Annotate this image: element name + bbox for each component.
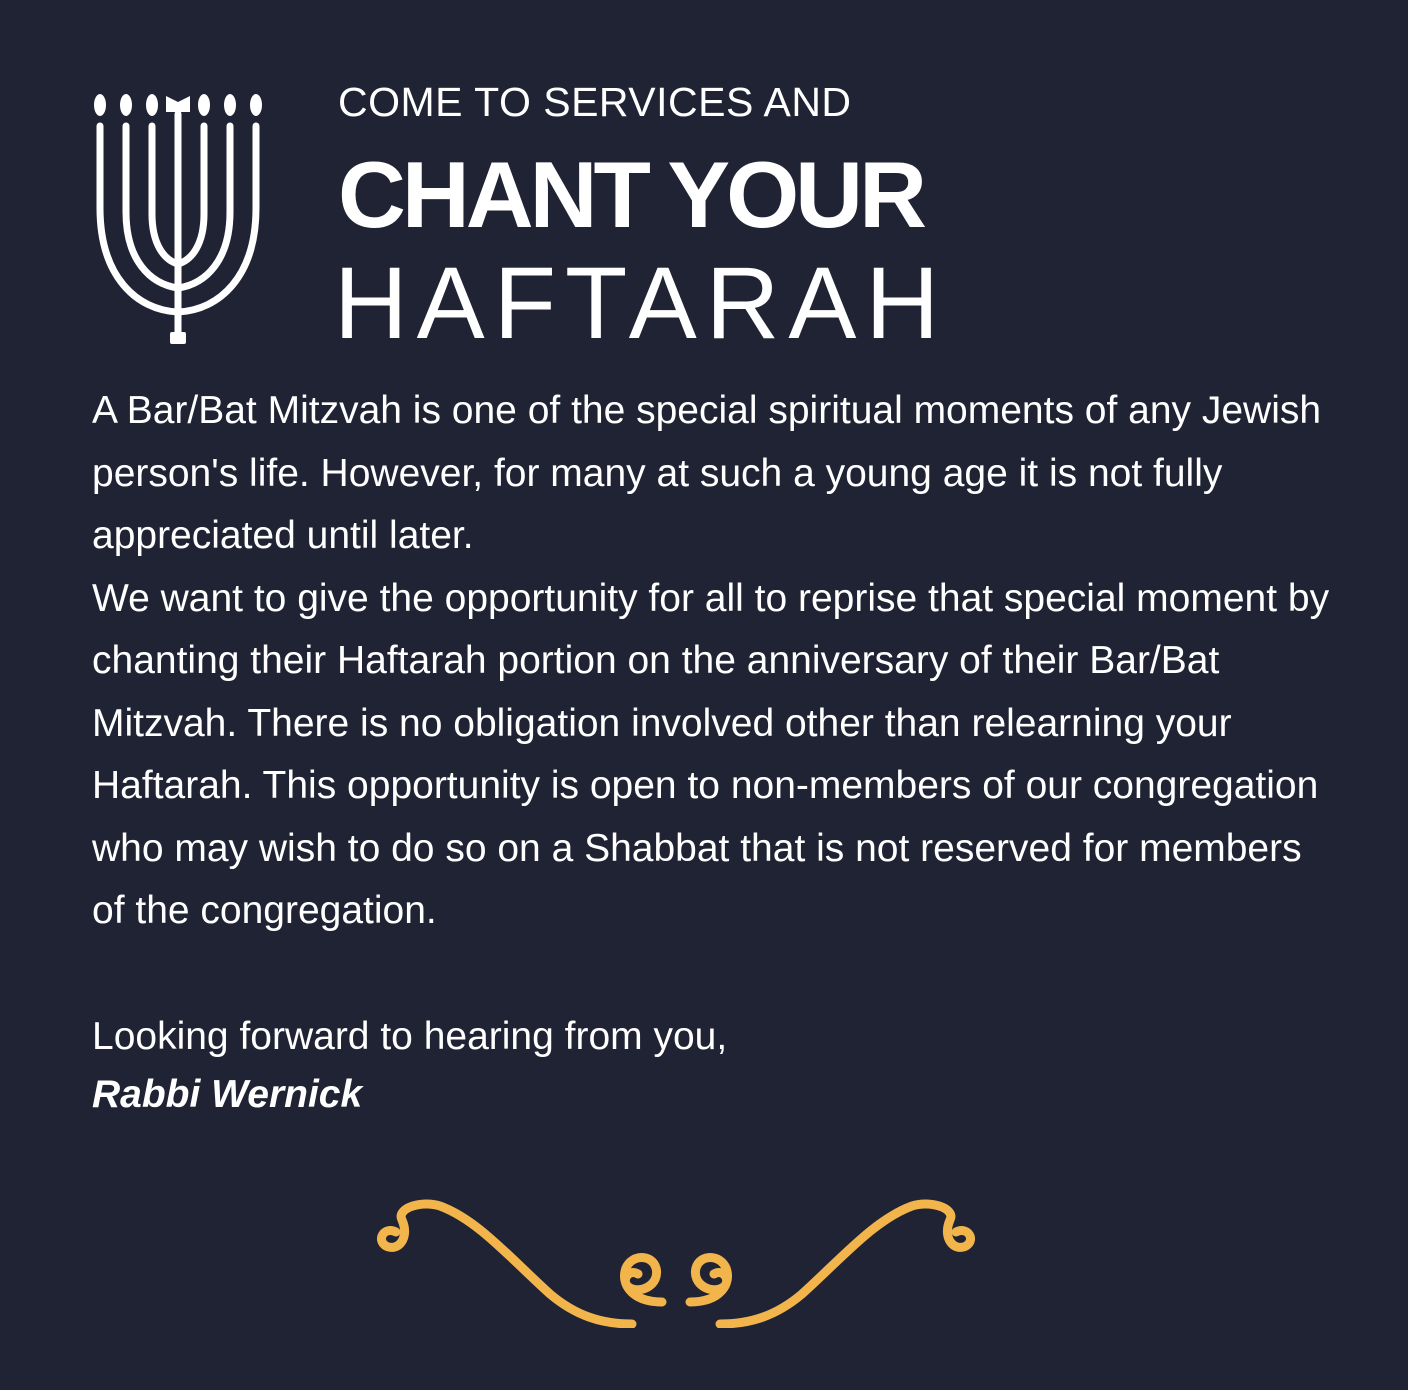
signature: Rabbi Wernick	[92, 1073, 363, 1116]
body-text	[92, 380, 1342, 943]
heading-title-line1: CHANT YOUR	[338, 142, 923, 247]
flourish-ornament	[370, 1198, 982, 1328]
heading-kicker: COME TO SERVICES AND	[338, 79, 852, 125]
heading-title-line2: HAFTARAH	[334, 246, 949, 360]
heading-block	[334, 78, 1038, 360]
closing-block	[92, 1008, 727, 1124]
body-paragraph-2: We want to give the opportunity for all to reprise that special moment by chanting their Haftarah portion on the anniversary of their Bar/Bat Mitzvah. There is no obligation involved other than relearning your Haftarah. This opportunity is open to non-members of our congregation who may wish to do so on a Shabbat that is not reserved for members of the congregation.	[92, 576, 1330, 932]
body-paragraph-1: A Bar/Bat Mitzvah is one of the special spiritual moments of any Jewish person's life. However, for many at such a young age it is not fully appreciated until later.	[92, 389, 1322, 557]
closing-line: Looking forward to hearing from you,	[92, 1015, 728, 1058]
menorah-icon	[88, 88, 268, 348]
